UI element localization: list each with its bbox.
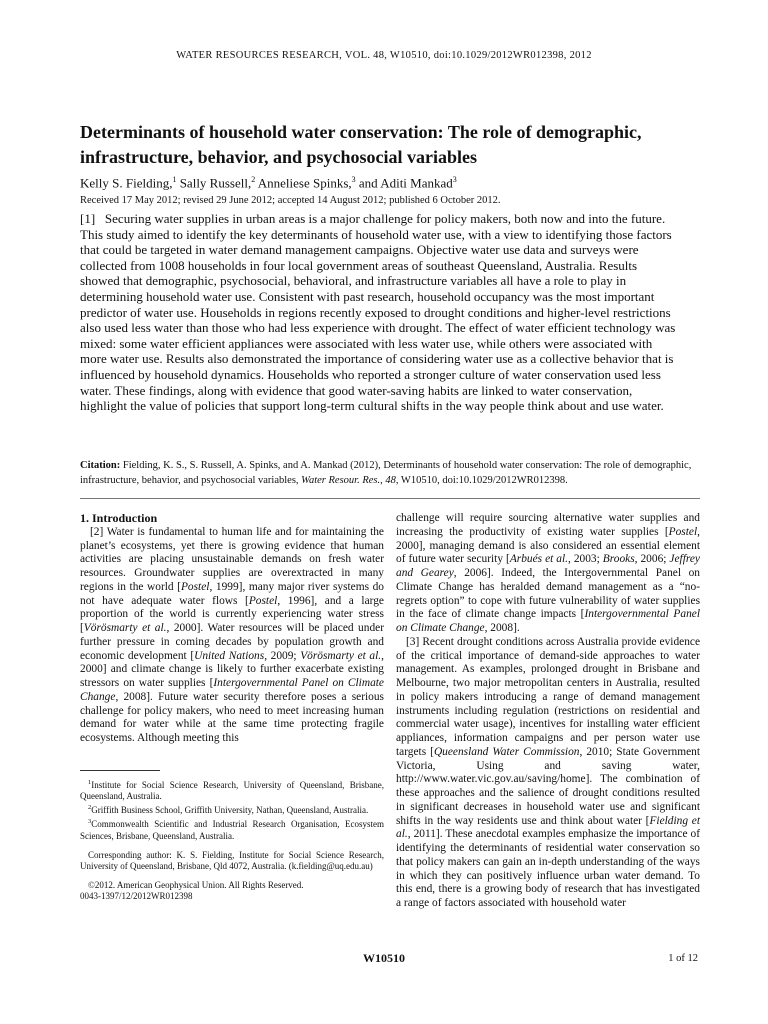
citation-reference: Arbués et al. bbox=[509, 553, 568, 566]
paragraph-text: , 2000] and climate change is likely to further exacerbate existing stressors on water supplies [ bbox=[80, 649, 384, 689]
paragraph-2-continued bbox=[396, 512, 700, 636]
author-affiliation-marker: 1 bbox=[172, 175, 177, 184]
paragraph-text: , 1996], and a large proportion of the world is currently experiencing water stress [ bbox=[80, 594, 384, 634]
citation-reference: Brooks bbox=[602, 553, 635, 566]
paragraph-text: , 2010; State Government Victoria, Using and saving water, http://www.water.vic.gov.au/saving/home]. The combination of these approaches and the salience of drought conditions resulted in significant decreases in household water use and significant shifts in the way residents use and think about water [ bbox=[396, 745, 700, 827]
author-name: Sally Russell, bbox=[176, 175, 252, 191]
copyright-notice: ©2012. American Geophysical Union. All Rights Reserved. bbox=[88, 880, 304, 891]
footnote-marker: 2 bbox=[88, 804, 92, 812]
article-code: W10510 bbox=[363, 951, 405, 965]
citation bbox=[80, 459, 700, 488]
paragraph-text: , 2003; bbox=[568, 553, 603, 566]
issn-code: 0043-1397/12/2012WR012398 bbox=[80, 891, 193, 902]
paragraph-text: [3] Recent drought conditions across Australia provide evidence of the critical importance of demand-side approaches to water management. As examples, prolonged drought in Brisbane and Melbourne, two major metropolitan centers in Australia, resulted in policy makers introducing a range of demand management instruments including regulation (restrictions on residential and commercial water usage), incentives for installing water efficient appliances, information campaigns and per person water use targets [ bbox=[396, 635, 700, 758]
paragraph-text: [2] Water is fundamental to human life and for maintaining the planet’s ecosystems, yet there is growing evidence that human activities are placing unsustainable demands on fresh water resources. Groundwater supplies are overextracted in many regions in the world [ bbox=[80, 525, 384, 593]
section-divider bbox=[80, 498, 700, 499]
author-affiliation-marker: 3 bbox=[452, 175, 457, 184]
footnote-divider bbox=[80, 770, 160, 771]
citation-reference: Postel bbox=[180, 580, 210, 593]
left-column bbox=[80, 512, 384, 903]
corresponding-author: Corresponding author: K. S. Fielding, Institute for Social Science Research, University of Queensland, Brisbane, Qld 4072, Australia. (k.fielding@uq.edu.au) bbox=[80, 849, 384, 871]
paragraph-text: , 2008]. Future water security therefore poses a serious challenge for policy makers, who need to meet increasing human demand for water while at the same time protecting fragile ecosystems. Although meeting this bbox=[80, 690, 384, 744]
author-name: Kelly S. Fielding, bbox=[80, 175, 173, 191]
citation-reference: Postel bbox=[668, 525, 698, 538]
footnote-text: Griffith Business School, Griffith University, Nathan, Queensland, Australia. bbox=[91, 805, 369, 816]
citation-journal: Water Resour. Res. bbox=[301, 474, 381, 486]
citation-reference: Jeffrey and Gearey bbox=[396, 553, 700, 579]
right-column bbox=[396, 512, 700, 911]
citation-reference: Fielding et al. bbox=[396, 814, 700, 841]
received-dates: Received 17 May 2012; revised 29 June 2012; accepted 14 August 2012; published 6 October 2012. bbox=[80, 195, 501, 206]
abstract-text: Securing water supplies in urban areas is a major challenge for policy makers, both now and into the future. This study aimed to identify the key determinants of household water use, with a view to identifying those factors that could be targeted in water demand management campaigns. Objective water use data and surveys were collected from 1008 households in four local government areas of southeast Queensland, Australia. Results showed that demographic, psychosocial, behavioral, and infrastructure variables all have a role to play in determining household water use. Consistent with past research, household occupancy was the most important predictor of water use. Households in regions recently exposed to drought conditions and higher-level restrictions also used less water than those who had less experience with drought. The effect of water efficient technology was mixed: some water efficient appliances were associated with less water use, while others were associated with more water use. Results also demonstrated the importance of considering water use as a collective behavior that is influenced by household dynamics. Households who reported a stronger culture of water conservation used less water. These findings, along with evidence that good water-saving habits are linked to water conservation, highlight the value of policies that support long-term cultural shifts in the way people think about and use water. bbox=[80, 211, 676, 414]
footnote-marker: 3 bbox=[88, 818, 92, 826]
citation-doi: , W10510, doi:10.1029/2012WR012398. bbox=[395, 474, 568, 486]
citation-reference: Postel bbox=[248, 594, 278, 607]
citation-reference: Queensland Water Commission bbox=[433, 745, 580, 758]
section-heading-introduction: 1. Introduction bbox=[80, 511, 158, 525]
paragraph-text: , 2006; bbox=[634, 553, 670, 566]
paragraph-text: , 2000]. Water resources will be placed under further pressure in coming decades by population growth and economic development [ bbox=[80, 622, 384, 662]
running-head: WATER RESOURCES RESEARCH, VOL. 48, W10510, doi:10.1029/2012WR012398, 2012 bbox=[176, 50, 592, 61]
paragraph-2 bbox=[80, 526, 384, 746]
citation-label: Citation: bbox=[80, 460, 121, 471]
citation-reference: Intergovernmental Panel on Climate Change bbox=[80, 677, 384, 703]
citation-reference: United Nations bbox=[194, 649, 265, 662]
citation-separator: , bbox=[380, 474, 386, 486]
footnote-spacer bbox=[80, 872, 384, 880]
paragraph-text: , 2006]. Indeed, the Intergovernmental Panel on Climate Change has heralded demand management as a “no-regrets option” to cope with future vulnerability of water supplies in the face of climate change impacts [ bbox=[396, 567, 700, 621]
footnote-spacer bbox=[80, 842, 384, 850]
footnote-affiliation-3 bbox=[80, 816, 384, 841]
paper-title: Determinants of household water conservation: The role of demographic, infrastructure, behavior, and psychosocial variables bbox=[80, 122, 642, 167]
citation-volume: 48 bbox=[385, 474, 396, 486]
author-list bbox=[80, 175, 700, 191]
citation-reference: Intergovernmental Panel on Climate Change bbox=[396, 608, 700, 634]
paragraph-text: challenge will require sourcing alternative water supplies and increasing the productivity of existing water supplies [ bbox=[396, 512, 700, 538]
author-name: and Aditi Mankad bbox=[355, 175, 453, 191]
abstract bbox=[80, 211, 676, 414]
paragraph-text: , 1999], many major river systems do not have adequate water flows [ bbox=[80, 580, 384, 607]
paragraph-text: , 2011]. These anecdotal examples emphasize the importance of identifying the determinants of residential water conservation so that policy makers can gain an in-depth understanding of the ways in which they can positively influence urban water demand. To this end, there is a growing body of research that has investigated a range of factors associated with household water bbox=[396, 828, 700, 909]
author-name: Anneliese Spinks, bbox=[255, 175, 352, 191]
paragraph-text: , 2000], managing demand is also considered an essential element of future water security [ bbox=[396, 525, 700, 566]
citation-text: Fielding, K. S., S. Russell, A. Spinks, and A. Mankad (2012), Determinants of household water conservation: The role of demographic, infrastructure, behavior, and psychosocial variables, bbox=[80, 460, 692, 486]
footnote-text: Commonwealth Scientific and Industrial Research Organisation, Ecosystem Sciences, Brisbane, Queensland, Australia. bbox=[80, 819, 384, 841]
paragraph-text: , 2009; bbox=[264, 649, 301, 662]
page-number: 1 of 12 bbox=[668, 953, 698, 964]
footnote-affiliation-1 bbox=[80, 777, 384, 802]
footnote-affiliation-2 bbox=[80, 802, 384, 816]
author-affiliation-marker: 2 bbox=[251, 175, 256, 184]
paragraph-text: , 2008]. bbox=[484, 622, 520, 634]
footnote-text: Institute for Social Science Research, University of Queensland, Brisbane, Queensland, Australia. bbox=[80, 779, 384, 801]
abstract-marker: [1] bbox=[80, 211, 96, 226]
paragraph-3 bbox=[396, 636, 700, 911]
citation-reference: Vörösmarty et al. bbox=[83, 622, 167, 634]
footnote-marker: 1 bbox=[88, 778, 92, 786]
author-affiliation-marker: 3 bbox=[351, 175, 356, 184]
citation-reference: Vörösmarty et al. bbox=[300, 649, 382, 662]
